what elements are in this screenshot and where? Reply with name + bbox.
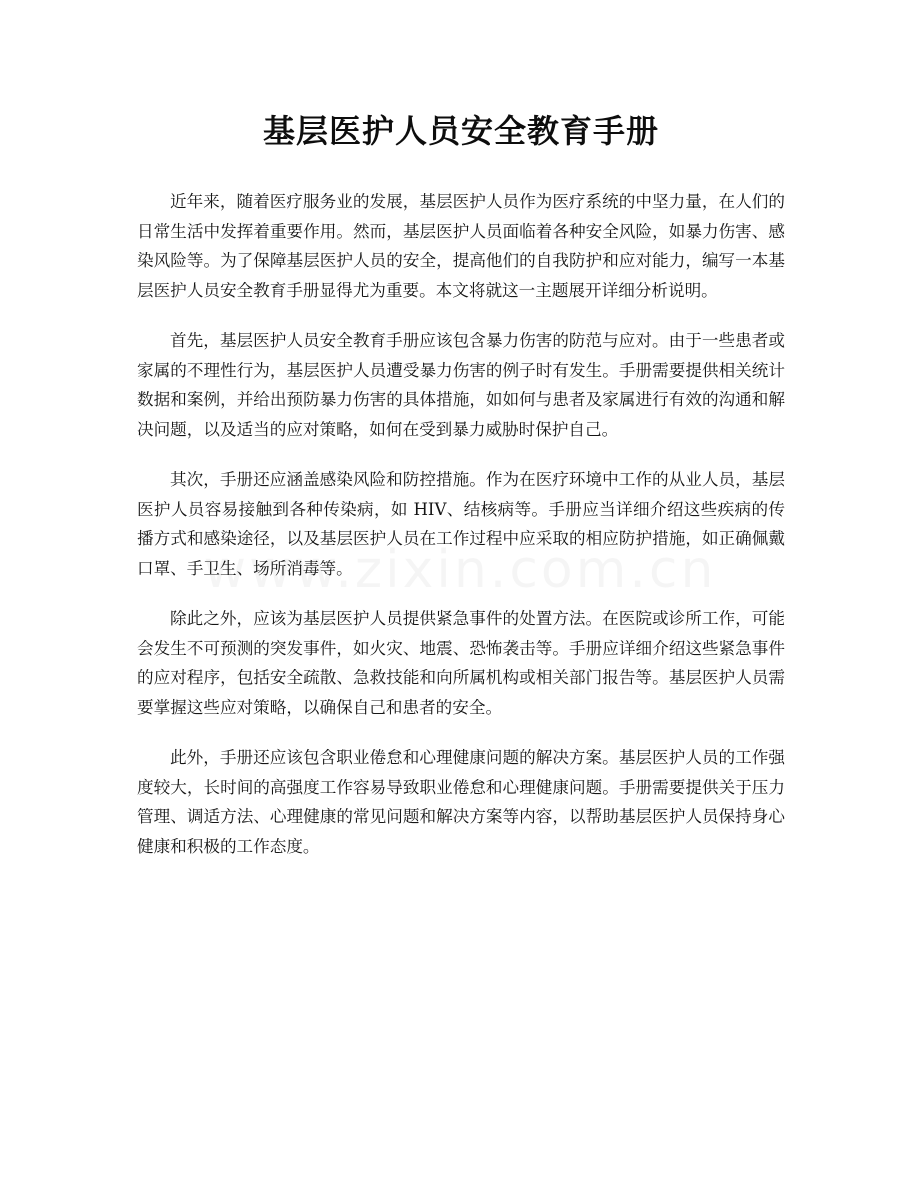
paragraph-1: 近年来，随着医疗服务业的发展，基层医护人员作为医疗系统的中坚力量，在人们的日常生活中发挥着重要作用。然而，基层医护人员面临着各种安全风险，如暴力伤害、感染风险等。为了保障基层医护人员的安全，提高他们的自我防护和应对能力，编写一本基层医护人员安全教育手册显得尤为重要。本文将就这一主题展开详细分析说明。 [137,192,785,300]
document-body [137,187,785,861]
document-title: 基层医护人员安全教育手册 [262,112,659,150]
paragraph-5: 此外，手册还应该包含职业倦怠和心理健康问题的解决方案。基层医护人员的工作强度较大，长时间的高强度工作容易导致职业倦怠和心理健康问题。手册需要提供关于压力管理、调适方法、心理健康的常见问题和解决方案等内容，以帮助基层医护人员保持身心健康和积极的工作态度。 [137,748,785,856]
paragraph-4: 除此之外，应该为基层医护人员提供紧急事件的处置方法。在医院或诊所工作，可能会发生不可预测的突发事件，如火灾、地震、恐怖袭击等。手册应详细介绍这些紧急事件的应对程序，包括安全疏散、急救技能和向所属机构或相关部门报告等。基层医护人员需要掌握这些应对策略，以确保自己和患者的安全。 [137,609,785,717]
paragraph-3: 其次，手册还应涵盖感染风险和防控措施。作为在医疗环境中工作的从业人员，基层医护人员容易接触到各种传染病，如 HIV、结核病等。手册应当详细介绍这些疾病的传播方式和感染途径，以及基层医护人员在工作过程中应采取的相应防护措施，如正确佩戴口罩、手卫生、场所消毒等。 [137,470,785,578]
paragraph-2: 首先，基层医护人员安全教育手册应该包含暴力伤害的防范与应对。由于一些患者或家属的不理性行为，基层医护人员遭受暴力伤害的例子时有发生。手册需要提供相关统计数据和案例，并给出预防暴力伤害的具体措施，如如何与患者及家属进行有效的沟通和解决问题，以及适当的应对策略，如何在受到暴力威胁时保护自己。 [137,331,785,439]
